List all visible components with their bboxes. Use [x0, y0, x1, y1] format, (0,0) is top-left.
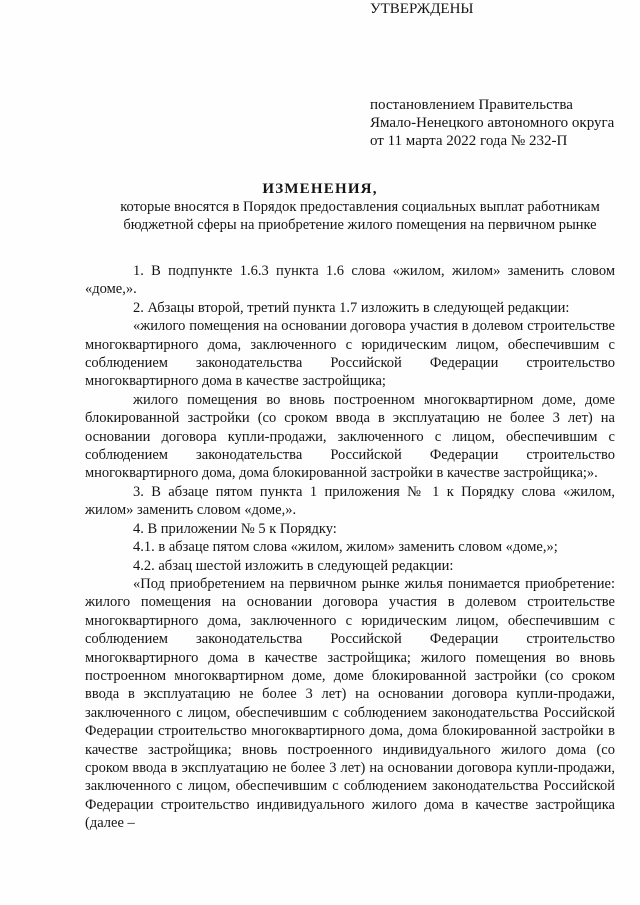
paragraph-1: 1. В подпункте 1.6.3 пункта 1.6 слова «жилом, жилом» заменить словом «доме,».: [85, 263, 615, 298]
document-body: [85, 262, 615, 833]
paragraph-2: 2. Абзацы второй, третий пункта 1.7 изложить в следующей редакции:: [133, 299, 570, 316]
document-subtitle: которые вносятся в Порядок предоставления социальных выплат работникам бюджетной сферы на приобретение жилого помещения на первичном рынке: [120, 199, 600, 233]
document-title: ИЗМЕНЕНИЯ,: [262, 181, 378, 197]
paragraph-7: 4.1. в абзаце пятом слова «жилом, жилом» заменить словом «доме,»;: [133, 539, 558, 556]
paragraph-6: 4. В приложении № 5 к Порядку:: [133, 520, 337, 537]
paragraph-3: «жилого помещения на основании договора участия в долевом строительстве многоквартирного дома, заключенного с юридическим лицом, обеспечившим с соблюдением законодательства Российской Федерации строительство многоквартирного дома в качестве застройщика;: [85, 318, 615, 390]
paragraph-4: жилого помещения во вновь построенном многоквартирном доме, доме блокированной застройки (со сроком ввода в эксплуатацию не более 3 лет) на основании договора купли-продажи, заключенного с лицом, обеспечившим с соблюдением законодательства Российской Федерации строительство многоквартирного дома, дома блокированной застройки в качестве застройщика;».: [85, 391, 615, 482]
approval-line-3: от 11 марта 2022 года № 232-П: [370, 133, 568, 149]
approval-heading: УТВЕРЖДЕНЫ: [370, 1, 474, 17]
approval-line-2: Ямало-Ненецкого автономного округа: [370, 115, 615, 131]
paragraph-9: «Под приобретением на первичном рынке жилья понимается приобретение: жилого помещения на основании договора участия в долевом строительстве многоквартирного дома, заключенного с юридическим лицом, обеспечившим с соблюдением законодательства Российской Федерации строительство многоквартирного дома в качестве застройщика; жилого помещения во вновь построенном многоквартирном доме, доме блокированной застройки (со сроком ввода в эксплуатацию не более 3 лет) на основании договора купли-продажи, заключенного с лицом, обеспечившим с соблюдением законодательства Российской Федерации строительство многоквартирного дома, дома блокированной застройки в качестве застройщика; вновь построенного индивидуального жилого дома (со сроком ввода в эксплуатацию не более 3 лет) на основании договора купли-продажи, заключенного с лицом, обеспечившим с соблюдением законодательства Российской Федерации строительство индивидуального жилого дома в качестве застройщика (далее –: [85, 575, 615, 832]
approval-line-1: постановлением Правительства: [370, 97, 573, 113]
paragraph-8: 4.2. абзац шестой изложить в следующей редакции:: [133, 557, 454, 574]
paragraph-5: 3. В абзаце пятом пункта 1 приложения № 1 к Порядку слова «жилом, жилом» заменить словом «доме,».: [85, 483, 615, 519]
